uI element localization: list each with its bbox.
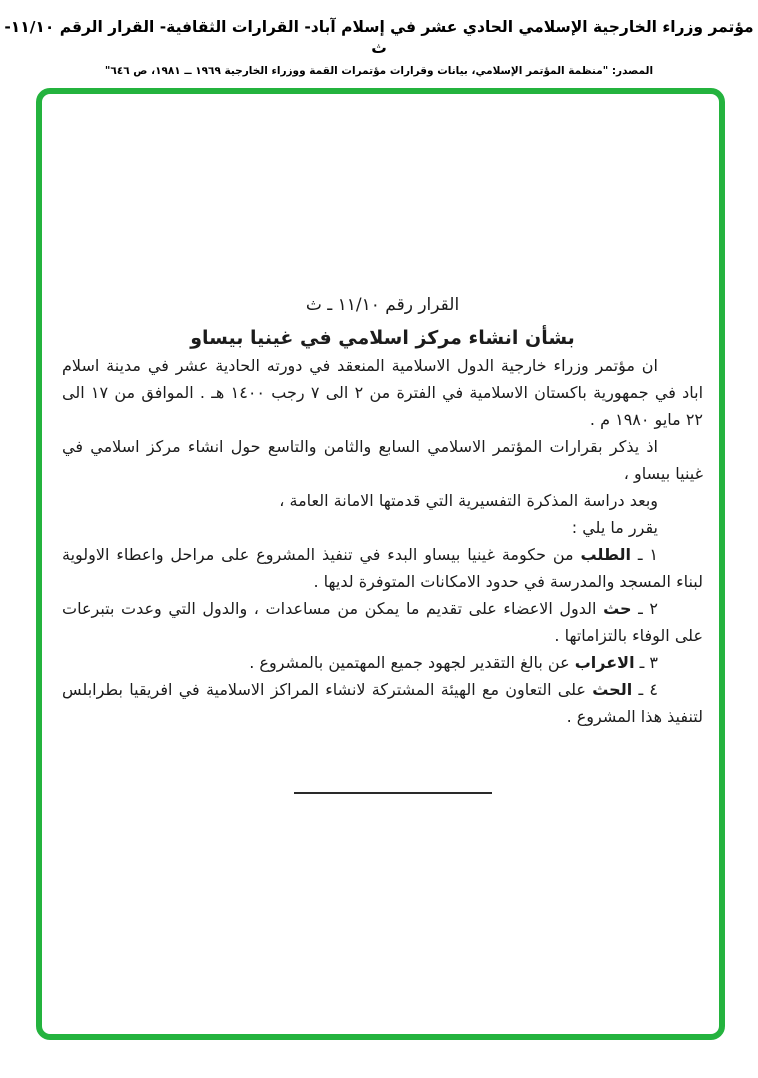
resolution-number-title: القرار رقم ١١/١٠ ـ ث (305, 295, 460, 315)
item-4-text: على التعاون مع الهيئة المشتركة لانشاء المراكز الاسلامية في افريقيا بطرابلس لتنفيذ هذا المشروع . (62, 680, 703, 726)
decree-intro: يقرر ما يلي : (571, 518, 658, 537)
item-1-text: من حكومة غينيا بيساو البدء في تنفيذ المشروع على مراحل واعطاء الاولوية لبناء المسجد والمدرسة في حدود الامكانات المتوفرة لديها . (62, 545, 703, 591)
document-body (42, 94, 719, 794)
recalling-paragraph: اذ يذكر بقرارات المؤتمر الاسلامي السابع والثامن والتاسع حول انشاء مركز اسلامي في غينيا بيساو ، (62, 437, 703, 483)
resolution-item-2 (62, 595, 703, 649)
resolution-item-1 (62, 541, 703, 595)
item-1-number: ١ ـ (631, 545, 659, 564)
resolution-subject-title: بشأن انشاء مركز اسلامي في غينيا بيساو (190, 327, 575, 349)
item-4-number: ٤ ـ (632, 680, 659, 699)
item-3-text: عن بالغ التقدير لجهود جميع المهتمين بالمشروع . (249, 653, 575, 672)
item-1-lead-word: الطلب (580, 545, 631, 564)
item-2-lead-word: حث (603, 599, 632, 618)
header-source-citation: المصدر: "منظمة المؤتمر الإسلامي، بيانات وقرارات مؤتمرات القمة ووزراء الخارجية ١٩٦٩ ــ ١٩٨١، ص ٦٤٦" (104, 64, 654, 77)
document-border-frame (36, 88, 725, 1040)
resolution-item-4 (62, 676, 703, 730)
preamble-paragraph: ان مؤتمر وزراء خارجية الدول الاسلامية المنعقد في دورته الحادية عشر في مدينة اسلام اباد في جمهورية باكستان الاسلامية في الفترة من ٢ الى ٧ رجب ١٤٠٠ هـ . الموافق من ١٧ الى ٢٢ مايو ١٩٨٠ م . (62, 356, 704, 429)
item-3-number: ٣ ـ (634, 653, 658, 672)
item-2-number: ٢ ـ (631, 599, 658, 618)
signature-divider-line (294, 792, 492, 794)
document-header (0, 0, 758, 78)
item-2-text: الدول الاعضاء على تقديم ما يمكن من مساعدات ، والدول التي وعدت بتبرعات على الوفاء بالتزاماتها . (62, 599, 703, 645)
item-3-lead-word: الاعراب (574, 653, 635, 672)
item-4-lead-word: الحث (592, 680, 633, 699)
resolution-item-3 (62, 649, 703, 676)
header-conference-title: مؤتمر وزراء الخارجية الإسلامي الحادي عشر في إسلام آباد- القرارات الثقافية- القرار الرقم ١١/١٠- ث (4, 18, 754, 57)
explanatory-memo-paragraph: وبعد دراسة المذكرة التفسيرية التي قدمتها الامانة العامة ، (279, 491, 658, 510)
